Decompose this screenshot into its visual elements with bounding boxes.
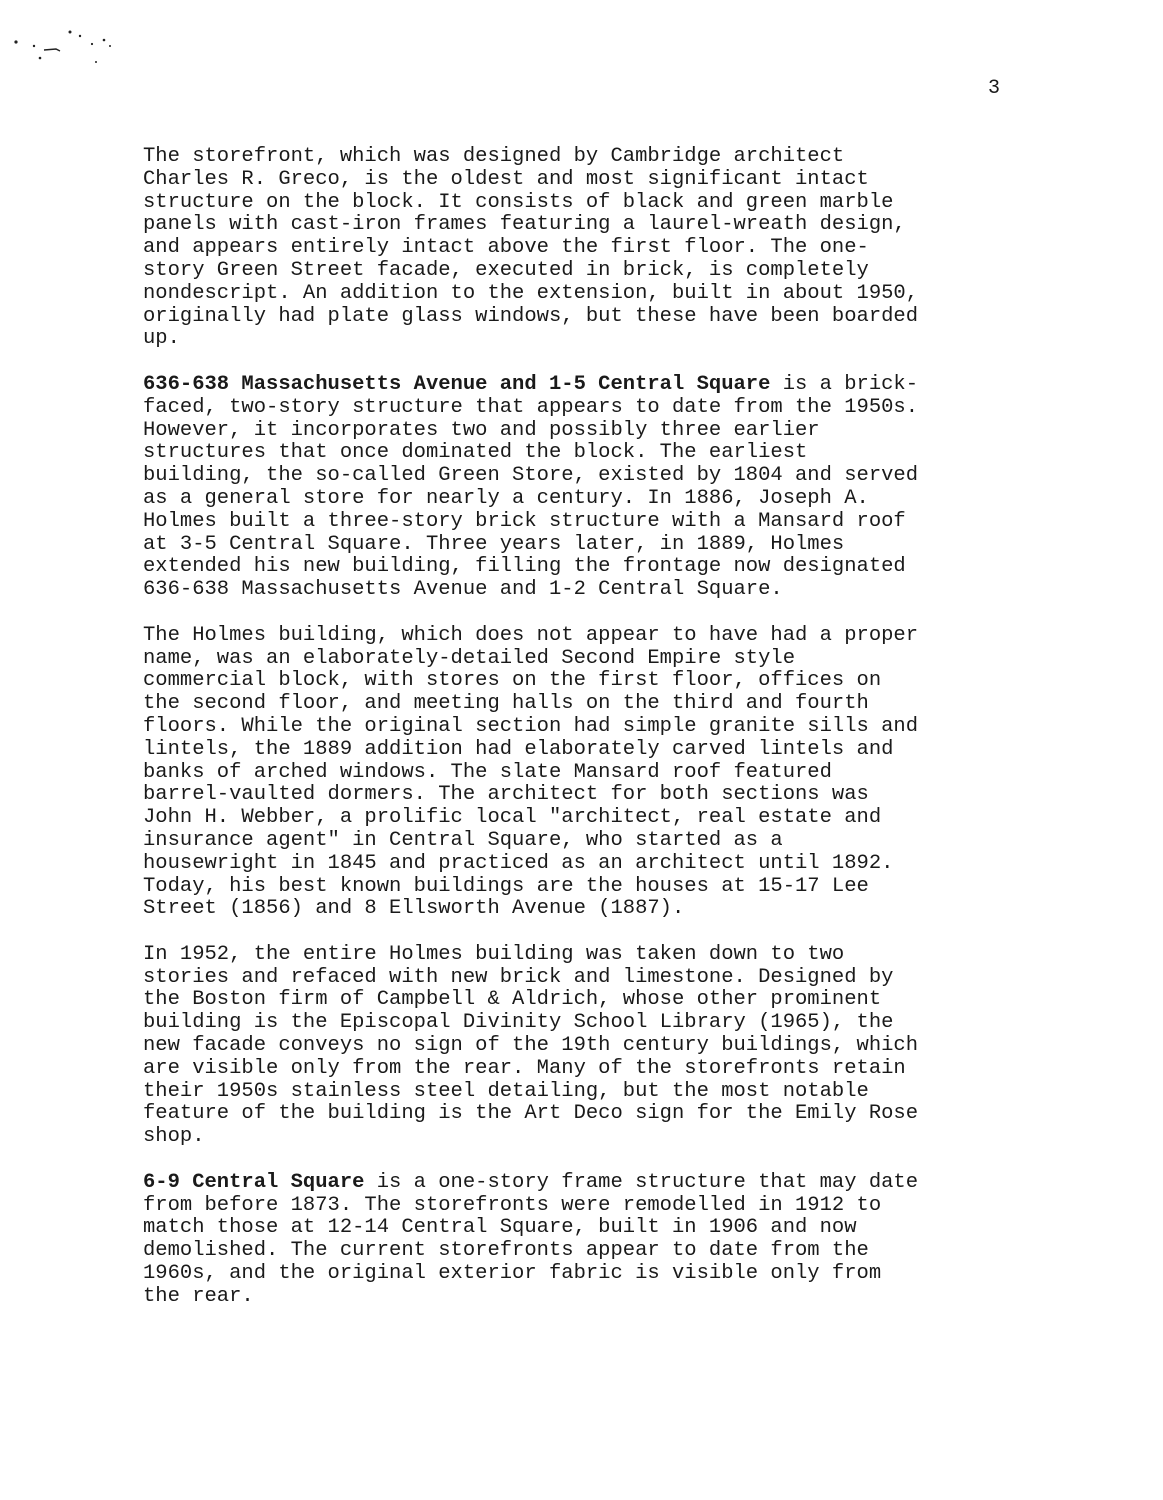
text-segment: is a one-story frame structure that may date xyxy=(364,1170,919,1194)
text-line xyxy=(143,784,1023,807)
text-segment: Street (1856) and 8 Ellsworth Avenue (1887). xyxy=(143,897,685,921)
text-segment: panels with cast-iron frames featuring a laurel-wreath design, xyxy=(143,213,906,237)
text-line xyxy=(143,625,1023,648)
text-line xyxy=(143,876,1023,899)
paragraph xyxy=(143,146,1023,351)
text-segment: 1960s, and the original exterior fabric is visible only from xyxy=(143,1262,882,1286)
text-line xyxy=(143,1263,1023,1286)
text-segment: demolished. The current storefronts appear to date from the xyxy=(143,1239,869,1263)
text-segment: structures that once dominated the block. The earliest xyxy=(143,441,808,465)
text-line xyxy=(143,465,1023,488)
paragraph xyxy=(143,944,1023,1149)
text-line xyxy=(143,1172,1023,1195)
text-line xyxy=(143,762,1023,785)
text-line xyxy=(143,807,1023,830)
text-line xyxy=(143,214,1023,237)
bold-heading-text: 6-9 Central Square xyxy=(143,1170,365,1194)
text-segment: building, the so-called Green Store, existed by 1804 and served xyxy=(143,464,919,488)
text-segment: nondescript. An addition to the extension, built in about 1950, xyxy=(143,281,919,305)
text-line xyxy=(143,237,1023,260)
text-segment: the second floor, and meeting halls on the third and fourth xyxy=(143,692,869,716)
text-segment: from before 1873. The storefronts were remodelled in 1912 to xyxy=(143,1193,882,1217)
text-line xyxy=(143,648,1023,671)
text-line xyxy=(143,1217,1023,1240)
text-line xyxy=(143,693,1023,716)
text-segment: the rear. xyxy=(143,1284,254,1308)
text-segment: The Holmes building, which does not appear to have had a proper xyxy=(143,623,919,647)
text-segment: structure on the block. It consists of black and green marble xyxy=(143,190,894,214)
text-line xyxy=(143,146,1023,169)
text-line xyxy=(143,328,1023,351)
text-segment: new facade conveys no sign of the 19th century buildings, which xyxy=(143,1034,919,1058)
document-body xyxy=(143,146,1023,1309)
text-line xyxy=(143,374,1023,397)
text-line xyxy=(143,944,1023,967)
text-segment: 636-638 Massachusetts Avenue and 1-2 Central Square. xyxy=(143,578,783,602)
text-line xyxy=(143,397,1023,420)
text-segment: match those at 12-14 Central Square, built in 1906 and now xyxy=(143,1216,857,1240)
text-line xyxy=(143,1081,1023,1104)
bold-heading-text: 636-638 Massachusetts Avenue and 1-5 Central Square xyxy=(143,372,771,396)
text-line xyxy=(143,556,1023,579)
text-line xyxy=(143,1240,1023,1263)
paragraph xyxy=(143,625,1023,921)
text-segment: In 1952, the entire Holmes building was taken down to two xyxy=(143,942,845,966)
text-line xyxy=(143,989,1023,1012)
text-line xyxy=(143,670,1023,693)
text-line xyxy=(143,1195,1023,1218)
text-segment: floors. While the original section had simple granite sills and xyxy=(143,714,919,738)
text-segment: stories and refaced with new brick and limestone. Designed by xyxy=(143,965,894,989)
text-line xyxy=(143,579,1023,602)
text-line xyxy=(143,192,1023,215)
text-segment: commercial block, with stores on the first floor, offices on xyxy=(143,669,882,693)
text-line xyxy=(143,306,1023,329)
text-line xyxy=(143,1126,1023,1149)
text-line xyxy=(143,898,1023,921)
text-line xyxy=(143,1035,1023,1058)
text-segment: Holmes built a three-story brick structure with a Mansard roof xyxy=(143,509,906,533)
text-segment: feature of the building is the Art Deco sign for the Emily Rose xyxy=(143,1102,919,1126)
text-line xyxy=(143,1058,1023,1081)
text-segment: and appears entirely intact above the first floor. The one- xyxy=(143,236,869,260)
text-line xyxy=(143,283,1023,306)
text-segment: at 3-5 Central Square. Three years later, in 1889, Holmes xyxy=(143,532,845,556)
text-segment: the Boston firm of Campbell & Aldrich, whose other prominent xyxy=(143,988,882,1012)
text-line xyxy=(143,716,1023,739)
text-segment: Charles R. Greco, is the oldest and most significant intact xyxy=(143,167,869,191)
text-line xyxy=(143,1286,1023,1309)
text-segment: lintels, the 1889 addition had elaborately carved lintels and xyxy=(143,737,894,761)
page-number: 3 xyxy=(988,77,1001,100)
text-segment: The storefront, which was designed by Cambridge architect xyxy=(143,145,845,168)
text-line xyxy=(143,488,1023,511)
text-segment: building is the Episcopal Divinity School Library (1965), the xyxy=(143,1011,894,1035)
text-line xyxy=(143,169,1023,192)
text-segment: their 1950s stainless steel detailing, but the most notable xyxy=(143,1079,869,1103)
text-line xyxy=(143,511,1023,534)
text-segment: However, it incorporates two and possibly three earlier xyxy=(143,418,820,442)
text-segment: faced, two-story structure that appears to date from the 1950s. xyxy=(143,395,919,419)
text-line xyxy=(143,534,1023,557)
text-segment: Today, his best known buildings are the houses at 15-17 Lee xyxy=(143,874,869,898)
text-line xyxy=(143,442,1023,465)
text-segment: up. xyxy=(143,327,180,351)
text-line xyxy=(143,260,1023,283)
text-line xyxy=(143,1012,1023,1035)
text-line xyxy=(143,1103,1023,1126)
text-segment: story Green Street facade, executed in brick, is completely xyxy=(143,258,869,282)
text-segment: is a brick- xyxy=(770,372,919,396)
text-line xyxy=(143,967,1023,990)
text-segment: extended his new building, filling the frontage now designated xyxy=(143,555,906,579)
paragraph xyxy=(143,374,1023,602)
text-segment: name, was an elaborately-detailed Second Empire style xyxy=(143,646,796,670)
text-segment: barrel-vaulted dormers. The architect for both sections was xyxy=(143,783,869,807)
text-segment: insurance agent" in Central Square, who started as a xyxy=(143,828,783,852)
text-line xyxy=(143,830,1023,853)
text-segment: shop. xyxy=(143,1125,205,1149)
text-segment: housewright in 1845 and practiced as an architect until 1892. xyxy=(143,851,894,875)
text-segment: John H. Webber, a prolific local "architect, real estate and xyxy=(143,806,882,830)
text-line xyxy=(143,420,1023,443)
text-line xyxy=(143,853,1023,876)
text-segment: as a general store for nearly a century. In 1886, Joseph A. xyxy=(143,486,869,510)
text-line xyxy=(143,739,1023,762)
text-segment: are visible only from the rear. Many of the storefronts retain xyxy=(143,1056,906,1080)
paragraph xyxy=(143,1172,1023,1309)
scan-speck-marks xyxy=(12,22,122,68)
text-segment: banks of arched windows. The slate Mansard roof featured xyxy=(143,760,832,784)
text-segment: originally had plate glass windows, but these have been boarded xyxy=(143,304,919,328)
